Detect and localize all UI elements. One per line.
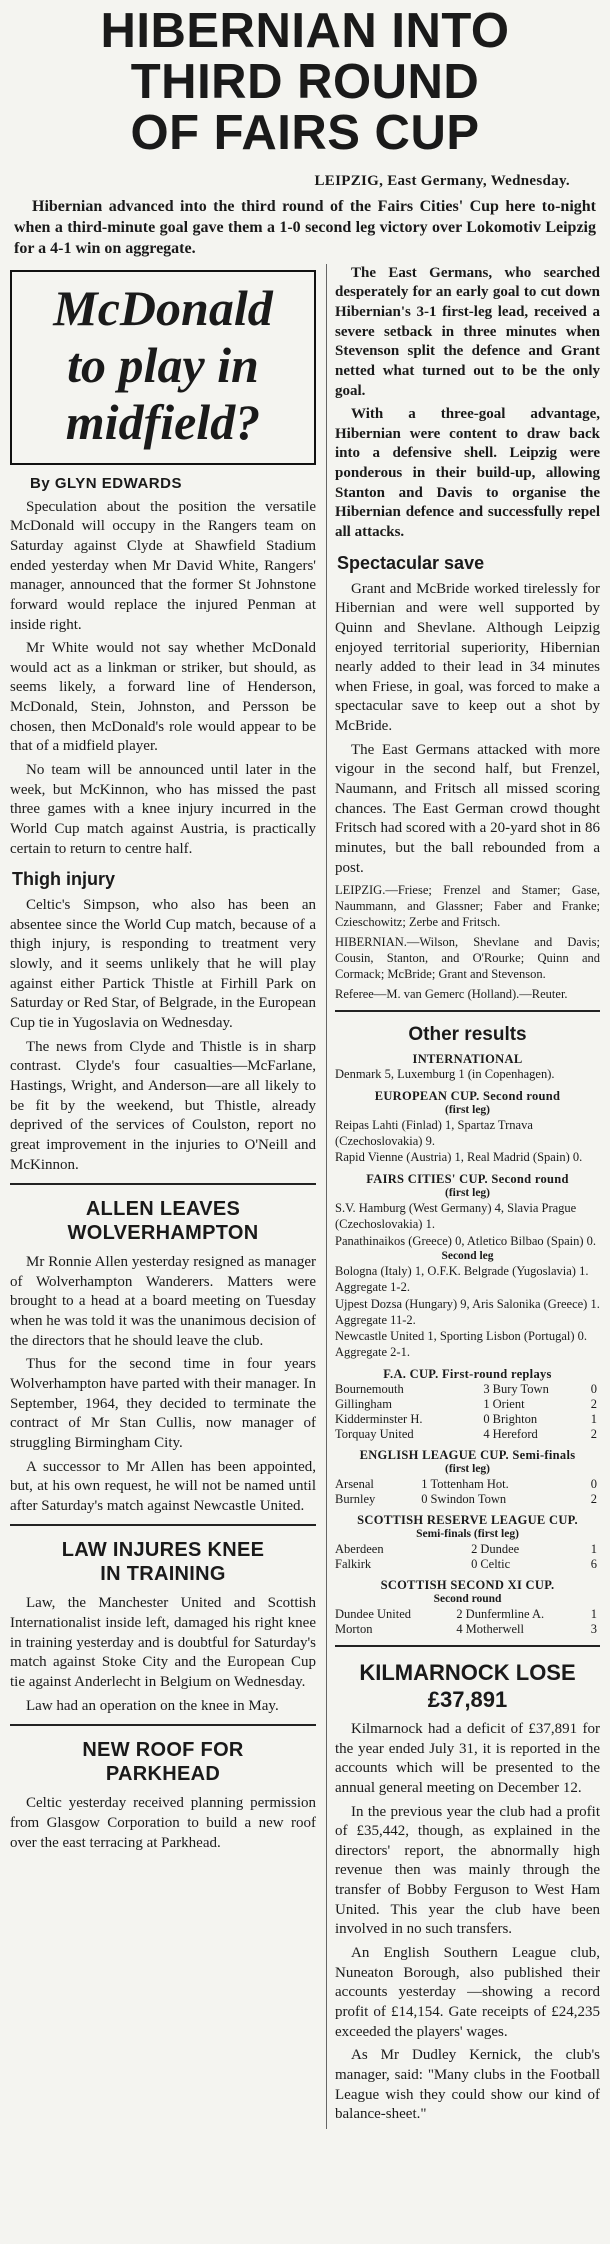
score: 1 (483, 1396, 490, 1411)
divider (10, 1524, 316, 1526)
team-name: Falkirk (335, 1556, 372, 1571)
team-name: Motherwell (465, 1621, 524, 1636)
mcdonald-headline-line: midfield? (65, 393, 261, 450)
kilmarnock-headline-line: £37,891 (427, 1687, 508, 1713)
article-paragraph: In the previous year the club had a profit of £35,442, though, as explained in the directors' report, the abnormally high revenue then was mainly through the transfer of Bobby Ferguson to West Ham United. This year the club have been involved in no such transfers. (335, 1803, 600, 1938)
score: 3 (483, 1381, 490, 1396)
score: 4 (483, 1426, 490, 1441)
kilmarnock-headline-line: KILMARNOCK LOSE (359, 1659, 576, 1685)
team-name: Dunfermline A. (465, 1606, 545, 1621)
table-row (335, 1622, 600, 1637)
mcdonald-headline-line: to play in (67, 336, 259, 393)
article-paragraph: The news from Clyde and Thistle is in sharp contrast. Clyde's four casualties—McFarlane, Hastings, Wright, and Anderson—are all likely to be fit by the weekend, but Thistle, already deprived of the services of Coulston, report no great improvement in the injuries to O'Neill and McKinnon. (10, 1038, 316, 1173)
main-headline-line: THIRD ROUND (130, 54, 480, 109)
competition-label: SCOTTISH SECOND XI CUP. (380, 1577, 555, 1592)
competition-sublabel: (first leg) (444, 1462, 491, 1475)
kilmarnock-headline (335, 1659, 600, 1714)
parkhead-headline-line: NEW ROOF FOR (82, 1739, 244, 1762)
competition-label: F.A. CUP. First-round replays (383, 1366, 552, 1381)
results-table (335, 1607, 600, 1637)
result-line: Reipas Lahti (Finlad) 1, Spartaz Trnava (Czechoslovakia) 9. (335, 1117, 533, 1148)
score: 2 (471, 1541, 478, 1556)
team-name: Burnley (335, 1491, 376, 1506)
result-line: Bologna (Italy) 1, O.F.K. Belgrade (Yugoslavia) 1. Aggregate 1-2. (335, 1264, 589, 1295)
team-name: Dundee United (335, 1606, 412, 1621)
table-row (335, 1427, 600, 1442)
parkhead-headline-line: PARKHEAD (105, 1763, 221, 1786)
results-table (335, 1542, 600, 1572)
article-paragraph: An English Southern League club, Nuneaton Borough, also published their accounts yesterday —showing a record profit of £14,154. Gate receipts of £24,235 exceeded the players' wages. (335, 1945, 600, 2040)
result-line: S.V. Hamburg (West Germany) 4, Slavia Prague (Czechoslovakia) 1. (335, 1201, 577, 1231)
score: 1 (590, 1541, 597, 1556)
newspaper-page (0, 6, 610, 2244)
score: 2 (590, 1491, 597, 1506)
mcdonald-headline-box (10, 270, 316, 465)
score: 0 (483, 1411, 490, 1426)
article-paragraph: No team will be announced until later in the week, but McKinnon, who has missed the past three games with a knee injury incurred in the World Cup match against Austria, is practically certain to return to centre half. (10, 761, 316, 857)
results-table (335, 1382, 600, 1442)
table-row (335, 1557, 600, 1572)
article-paragraph: Thus for the second time in four years Wolverhampton have parted with their manager. In September, 1964, they decided to terminate the contract of Mr Stan Cullis, now manager of struggling Birmingham City. (10, 1356, 316, 1451)
competition-label: EUROPEAN CUP. Second round (374, 1088, 561, 1103)
article-paragraph: Law, the Manchester United and Scottish Internationalist inside left, damaged his right knee in training yesterday and is doubtful for Saturday's match against Stoke City and the European Cup tie against Anderlecht in Belgium on Wednesday. (10, 1595, 316, 1691)
article-paragraph: Grant and McBride worked tirelessly for Hibernian and were well supported by Quinn and Shevlane. Although Leipzig enjoyed territorial superiority, Hibernian nearly added to their lead in 34 minutes when Friese, in goal, was forced to make a spectacular save to keep out a shot by McBride. (335, 580, 600, 735)
table-row (335, 1492, 600, 1507)
competition-label: SCOTTISH RESERVE LEAGUE CUP. (357, 1512, 578, 1527)
result-line: Denmark 5, Luxemburg 1 (in Copenhagen). (335, 1067, 555, 1082)
allen-headline-line: ALLEN LEAVES (85, 1198, 241, 1221)
team-lineup: LEIPZIG.—Friese; Frenzel and Stamer; Gase, Naummann, and Glassner; Faber and Franke; Czieschowitz; Zerbe and Fritsch. (335, 883, 600, 930)
divider (10, 1183, 316, 1185)
right-column (326, 264, 600, 2129)
law-headline-line: LAW INJURES KNEE (61, 1539, 265, 1562)
article-paragraph: With a three-goal advantage, Hibernian were content to draw back into a defensive shell. Leipzig were ponderous in their build-up, allowing Stanton and Davis to organise the Hibernian defence and successfully repel all attacks. (335, 406, 600, 540)
table-row (335, 1477, 600, 1492)
subhead: Thigh injury (12, 869, 115, 890)
team-name: Torquay United (335, 1426, 414, 1441)
team-lineup: HIBERNIAN.—Wilson, Shevlane and Davis; Cousin, Stanton, and O'Rourke; Quinn and Cormack; McBride; Grant and Stevenson. (335, 935, 600, 982)
main-headline-line: HIBERNIAN INTO (100, 4, 510, 58)
article-paragraph: Speculation about the position the versatile McDonald will occupy in the Rangers team on Saturday against Clyde at Shawfield Stadium ended yesterday when Mr David White, Rangers' manager, announced that the former St Johnstone forward would replace the injured Penman at inside right. (10, 498, 316, 633)
lead-paragraph: Hibernian advanced into the third round of the Fairs Cities' Cup here to-night when a third-minute goal gave them a 1-0 second leg victory over Lokomotiv Leipzig for a 4-1 win on aggregate. (14, 197, 596, 258)
score: 2 (590, 1396, 597, 1411)
team-name: Celtic (480, 1556, 511, 1571)
score: 2 (590, 1426, 597, 1441)
article-columns (10, 264, 600, 2129)
article-paragraph: The East Germans attacked with more vigour in the second half, but Frenzel, Naumann, and Fritsch all missed scoring chances. The East German crowd thought Fritsch had scored with a 20-yard shot in 86 minutes, but the ball rebounded from a post. (335, 741, 600, 876)
article-paragraph: Celtic's Simpson, who also has been an absentee since the World Cup match, because of a thigh injury, is responding to treatment very slowly, and it seems unlikely that he will play against either Partick Thistle at Firhill Park on Saturday or Red Star, of Belgrade, in the European Cup tie in Yugoslavia on Wednesday. (10, 897, 316, 1032)
mcdonald-headline-line: McDonald (53, 279, 273, 336)
score: 1 (590, 1606, 597, 1621)
dateline: LEIPZIG, East Germany, Wednesday. (314, 172, 570, 189)
score: 0 (421, 1491, 428, 1506)
subhead: Spectacular save (337, 552, 485, 573)
competition-label: FAIRS CITIES' CUP. Second round (366, 1172, 569, 1187)
score: 0 (590, 1381, 597, 1396)
score: 1 (590, 1411, 597, 1426)
table-row (335, 1397, 600, 1412)
team-name: Bury Town (492, 1381, 549, 1396)
score: 0 (590, 1476, 597, 1491)
article-paragraph: A successor to Mr Allen has been appointed, but, at his own request, he will not be named until after Saturday's match against Newcastle United. (10, 1458, 316, 1514)
results-table (335, 1477, 600, 1507)
article-paragraph: The East Germans, who searched desperately for an early goal to cut down Hibernian's 3-1 first-leg lead, received a severe setback in three minutes when Stevenson split the defence and Grant netted what turned out to be the only goal. (335, 264, 600, 399)
score: 2 (456, 1606, 463, 1621)
table-row (335, 1382, 600, 1397)
result-line: Rapid Vienne (Austria) 1, Real Madrid (Spain) 0. (335, 1150, 583, 1165)
team-name: Kidderminster H. (335, 1411, 423, 1426)
divider (335, 1645, 600, 1647)
competition-label: INTERNATIONAL (412, 1052, 523, 1067)
result-line: Ujpest Dozsa (Hungary) 9, Aris Salonika (Greece) 1. Aggregate 11-2. (335, 1296, 600, 1327)
team-name: Morton (335, 1621, 373, 1636)
allen-headline (10, 1197, 316, 1245)
parkhead-headline (10, 1738, 316, 1786)
competition-sublabel: (first leg) (444, 1187, 491, 1200)
team-name: Tottenham Hot. (430, 1476, 509, 1491)
score: 0 (471, 1556, 478, 1571)
results-title: Other results (408, 1024, 527, 1046)
score: 6 (590, 1556, 597, 1571)
article-paragraph: Law had an operation on the knee in May. (26, 1697, 279, 1714)
table-row (335, 1542, 600, 1557)
team-name: Bournemouth (335, 1381, 404, 1396)
team-name: Gillingham (335, 1396, 392, 1411)
referee-line: Referee—M. van Gemerc (Holland).—Reuter. (335, 987, 568, 1002)
article-paragraph: Celtic yesterday received planning permission from Glasgow Corporation to build a new roof over the east terracing at Parkhead. (10, 1795, 316, 1851)
competition-sublabel: Second round (433, 1592, 502, 1605)
result-line: Panathinaikos (Greece) 0, Atletico Bilbao (Spain) 0. (335, 1233, 597, 1248)
team-name: Dundee (480, 1541, 520, 1556)
competition-sublabel: Second leg (441, 1250, 494, 1263)
allen-headline-line: WOLVERHAMPTON (67, 1222, 259, 1245)
article-paragraph: Mr White would not say whether McDonald would act as a linkman or striker, but should, as seems likely, a forward line of Henderson, McDonald, Stein, Johnston, and Persson be chosen, then McDonald's role would appear to be that of a midfield player. (10, 640, 316, 755)
article-paragraph: As Mr Dudley Kernick, the club's manager, said: "Many clubs in the Football League wish they could show our kind of balance-sheet." (335, 2047, 600, 2123)
score: 1 (421, 1476, 428, 1491)
competition-sublabel: Semi-finals (first leg) (416, 1527, 519, 1540)
left-column (10, 264, 316, 2129)
law-headline (10, 1538, 316, 1586)
article-paragraph: Mr Ronnie Allen yesterday resigned as manager of Wolverhampton Wanderers. Matters were brought to a head at a board meeting on Tuesday when he was told it was the unanimous decision of the directors that he should leave the club. (10, 1254, 316, 1349)
team-name: Aberdeen (335, 1541, 384, 1556)
article-paragraph: Kilmarnock had a deficit of £37,891 for the year ended July 31, it is reported in the accounts which will be presented to the annual general meeting on December 12. (335, 1720, 600, 1796)
score: 4 (456, 1621, 463, 1636)
competition-label: ENGLISH LEAGUE CUP. Semi-finals (359, 1447, 576, 1462)
team-name: Hereford (492, 1426, 538, 1441)
table-row (335, 1412, 600, 1427)
score: 3 (590, 1621, 597, 1636)
team-name: Brighton (492, 1411, 538, 1426)
main-headline (10, 6, 600, 159)
main-headline-line: OF FAIRS CUP (130, 105, 480, 160)
law-headline-line: IN TRAINING (100, 1563, 226, 1586)
team-name: Swindon Town (430, 1491, 507, 1506)
divider (10, 1724, 316, 1726)
team-name: Arsenal (335, 1476, 374, 1491)
competition-sublabel: (first leg) (444, 1103, 491, 1116)
divider (335, 1010, 600, 1012)
byline: By GLYN EDWARDS (30, 474, 182, 492)
team-name: Orient (492, 1396, 525, 1411)
table-row (335, 1607, 600, 1622)
result-line: Newcastle United 1, Sporting Lisbon (Portugal) 0. Aggregate 2-1. (335, 1329, 588, 1360)
